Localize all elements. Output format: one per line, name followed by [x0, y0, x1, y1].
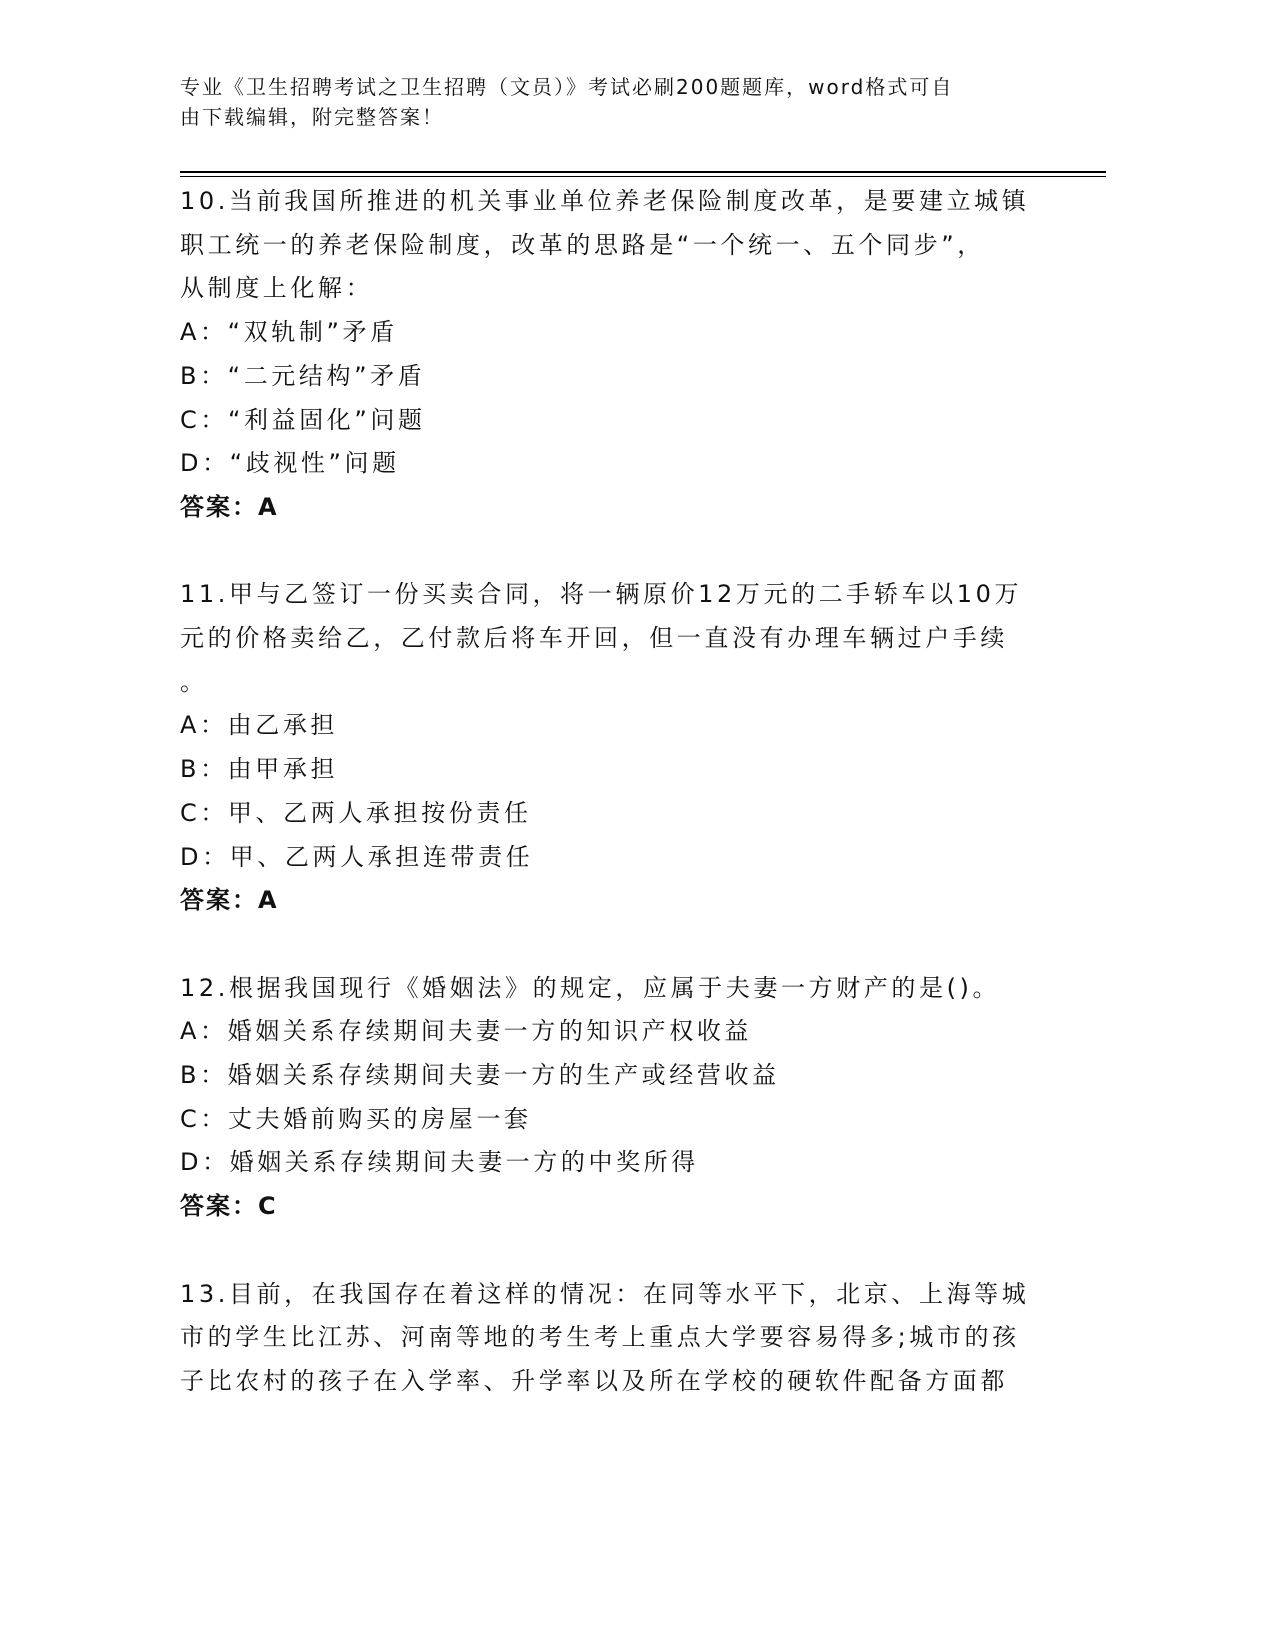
- question-10: [180, 180, 1080, 530]
- answer-option: D：甲、乙两人承担连带责任: [180, 842, 534, 871]
- answer-option: A：婚姻关系存续期间夫妻一方的知识产权收益: [180, 1017, 753, 1046]
- answer-option: A：由乙承担: [180, 711, 339, 740]
- header-line: 专业《卫生招聘考试之卫生招聘（文员）》考试必刷200题题库，word格式可自: [180, 75, 954, 99]
- question-13: [180, 1273, 1080, 1404]
- question-stem-line: 。: [180, 667, 208, 696]
- answer-option: A：“双轨制”矛盾: [180, 318, 398, 347]
- answer-option: B：“二元结构”矛盾: [180, 361, 426, 390]
- question-stem-line: 职工统一的养老保险制度，改革的思路是“一个统一、五个同步”，: [180, 230, 985, 259]
- answer-option: C：甲、乙两人承担按份责任: [180, 798, 532, 827]
- answer-option: C：丈夫婚前购买的房屋一套: [180, 1104, 532, 1133]
- answer-option: D：“歧视性”问题: [180, 449, 400, 478]
- question-stem-line: 10.当前我国所推进的机关事业单位养老保险制度改革，是要建立城镇: [180, 187, 1030, 215]
- question-12: [180, 967, 1080, 1229]
- answer-key: 答案：A: [180, 886, 279, 915]
- answer-option: D：婚姻关系存续期间夫妻一方的中奖所得: [180, 1148, 699, 1177]
- header-line: 由下载编辑，附完整答案！: [180, 105, 444, 129]
- answer-key: 答案：C: [180, 1192, 278, 1221]
- question-stem-line: 13.目前，在我国存在着这样的情况：在同等水平下，北京、上海等城: [180, 1279, 1030, 1308]
- header-divider-thin: [180, 176, 1106, 177]
- question-stem-line: 从制度上化解：: [180, 274, 374, 303]
- question-stem-line: 市的学生比江苏、河南等地的考生考上重点大学要容易得多;城市的孩: [180, 1323, 1020, 1352]
- answer-option: B：婚姻关系存续期间夫妻一方的生产或经营收益: [180, 1061, 780, 1090]
- question-stem-line: 11.甲与乙签订一份买卖合同，将一辆原价12万元的二手轿车以10万: [180, 580, 1023, 609]
- question-stem-line: 12.根据我国现行《婚姻法》的规定，应属于夫妻一方财产的是()。: [180, 973, 1001, 1002]
- question-stem-line: 元的价格卖给乙，乙付款后将车开回，但一直没有办理车辆过户手续: [180, 624, 1008, 653]
- document-header: [180, 72, 1040, 132]
- answer-option: B：由甲承担: [180, 755, 339, 784]
- header-divider-thick: [180, 171, 1106, 173]
- question-11: [180, 573, 1080, 923]
- question-stem-line: 子比农村的孩子在入学率、升学率以及所在学校的硬软件配备方面都: [180, 1366, 1008, 1395]
- answer-option: C：“利益固化”问题: [180, 405, 426, 434]
- answer-key: 答案：A: [180, 492, 279, 521]
- question-list: [180, 180, 1080, 1447]
